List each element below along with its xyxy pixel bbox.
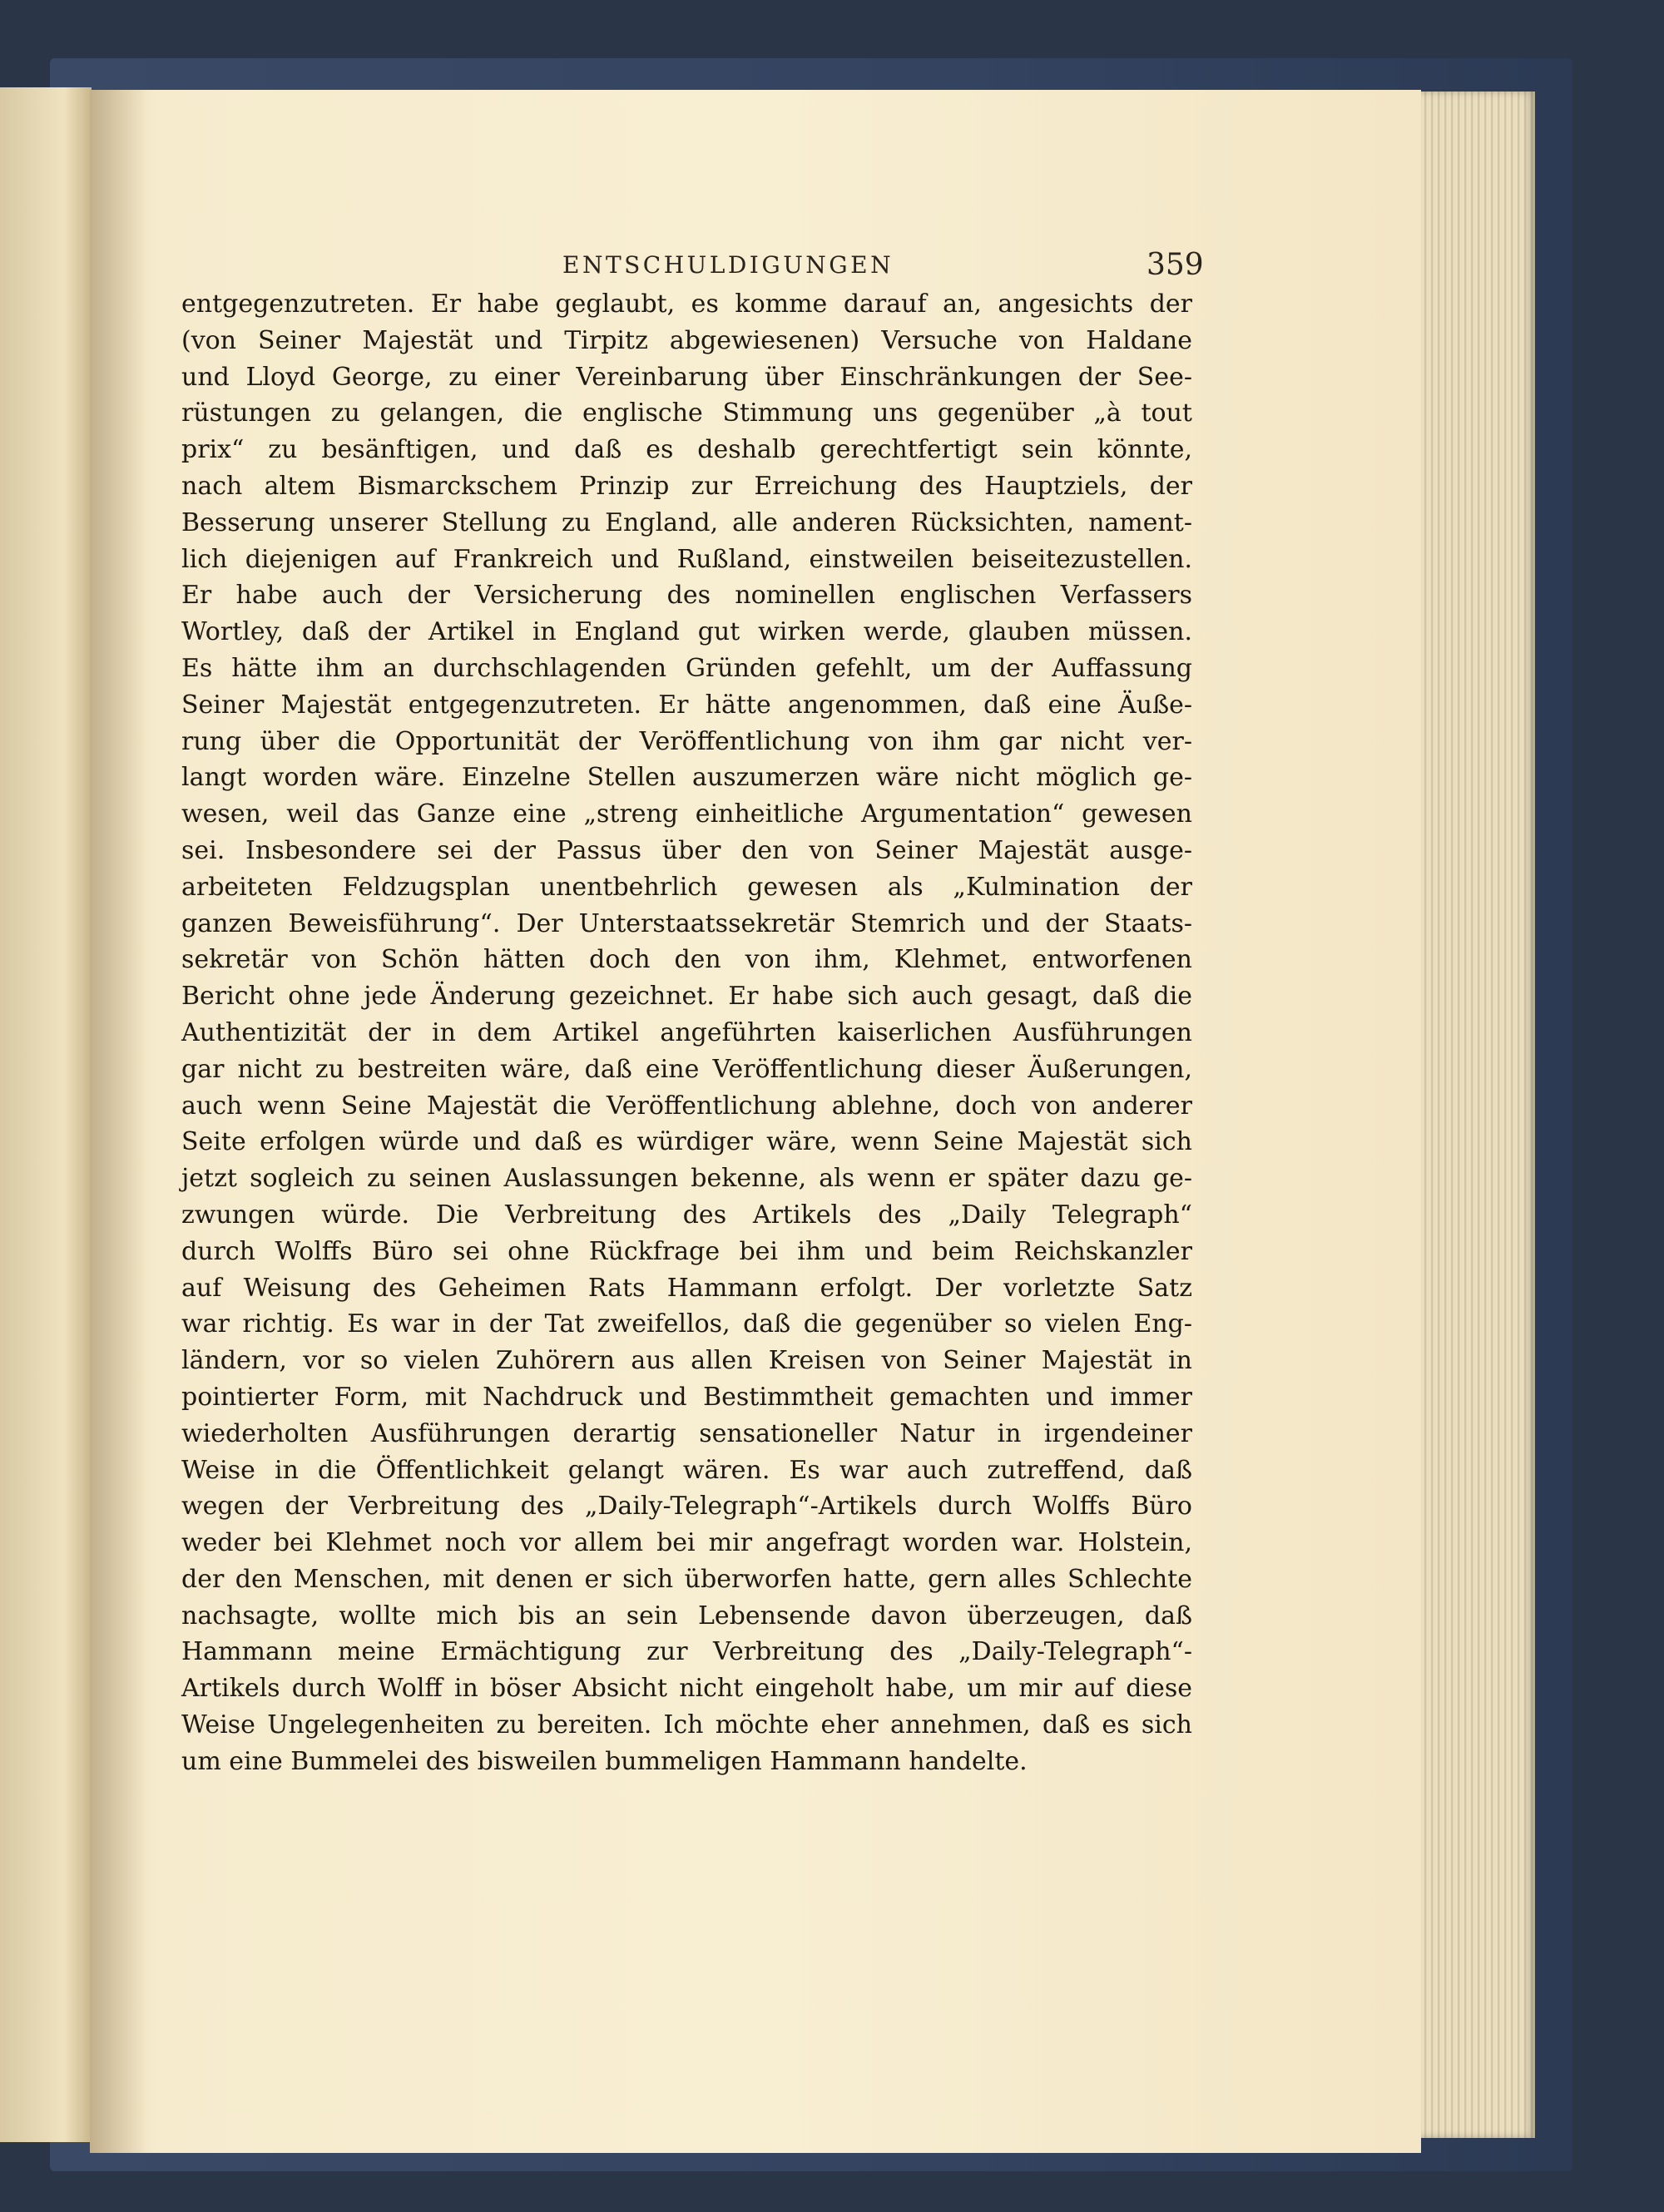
text-line: Authentizität der in dem Artikel angeführten kaiserlichen Ausführungen <box>181 1017 1192 1047</box>
text-line: war richtig. Es war in der Tat zweifellos, daß die gegenüber so vielen Eng- <box>181 1309 1192 1339</box>
text-line: und Lloyd George, zu einer Vereinbarung über Einschränkungen der See- <box>181 362 1192 392</box>
text-line: Seite erfolgen würde und daß es würdiger wäre, wenn Seine Majestät sich <box>181 1127 1192 1157</box>
text-line: jetzt sogleich zu seinen Auslassungen bekenne, als wenn er später dazu ge- <box>181 1164 1192 1194</box>
text-line: nach altem Bismarckschem Prinzip zur Erreichung des Hauptziels, der <box>181 471 1192 501</box>
text-line: entgegenzutreten. Er habe geglaubt, es komme darauf an, angesichts der <box>181 289 1192 319</box>
text-line: wesen, weil das Ganze eine „streng einheitliche Argumentation“ gewesen <box>181 799 1192 829</box>
text-line: der den Menschen, mit denen er sich überworfen hatte, gern alles Schlechte <box>181 1564 1192 1594</box>
text-line: durch Wolffs Büro sei ohne Rückfrage bei ihm und beim Reichskanzler <box>181 1236 1192 1266</box>
text-line: ländern, vor so vielen Zuhörern aus allen Kreisen von Seiner Majestät in <box>181 1346 1192 1376</box>
body-text <box>181 286 1192 1780</box>
text-line: Seiner Majestät entgegenzutreten. Er hätte angenommen, daß eine Äuße- <box>181 690 1192 720</box>
text-line: Wortley, daß der Artikel in England gut wirken werde, glauben müssen. <box>181 617 1192 647</box>
text-line: pointierter Form, mit Nachdruck und Bestimmtheit gemachten und immer <box>181 1382 1192 1412</box>
text-line: um eine Bummelei des bisweilen bummeligen Hammann handelte. <box>181 1746 1028 1776</box>
text-line: sekretär von Schön hätten doch den von ihm, Klehmet, entworfenen <box>181 945 1192 975</box>
running-head: ENTSCHULDIGUNGEN <box>562 251 894 279</box>
text-line: langt worden wäre. Einzelne Stellen auszumerzen wäre nicht möglich ge- <box>181 763 1192 793</box>
gutter-shadow <box>90 90 148 2153</box>
text-line: gar nicht zu bestreiten wäre, daß eine Veröffentlichung dieser Äußerungen, <box>181 1054 1192 1084</box>
text-line: rüstungen zu gelangen, die englische Stimmung uns gegenüber „à tout <box>181 398 1192 428</box>
text-line: zwungen würde. Die Verbreitung des Artikels des „Daily Telegraph“ <box>181 1200 1192 1230</box>
text-line: Er habe auch der Versicherung des nominellen englischen Verfassers <box>181 581 1192 611</box>
text-line: wiederholten Ausführungen derartig sensationeller Natur in irgendeiner <box>181 1418 1192 1448</box>
text-line: wegen der Verbreitung des „Daily-Telegraph“-Artikels durch Wolffs Büro <box>181 1492 1192 1522</box>
text-line: lich diejenigen auf Frankreich und Rußland, einstweilen beiseitezustellen. <box>181 544 1192 574</box>
text-line: ganzen Beweisführung“. Der Unterstaatssekretär Stemrich und der Staats- <box>181 908 1192 938</box>
page-number: 359 <box>1146 248 1204 282</box>
text-line: Bericht ohne jede Änderung gezeichnet. Er habe sich auch gesagt, daß die <box>181 982 1192 1012</box>
text-line: Es hätte ihm an durchschlagenden Gründen gefehlt, um der Auffassung <box>181 653 1192 683</box>
text-line: auf Weisung des Geheimen Rats Hammann erfolgt. Der vorletzte Satz <box>181 1273 1192 1303</box>
text-line: prix“ zu besänftigen, und daß es deshalb gerechtfertigt sein könnte, <box>181 435 1192 465</box>
text-line: weder bei Klehmet noch vor allem bei mir angefragt worden war. Holstein, <box>181 1528 1192 1558</box>
text-line: sei. Insbesondere sei der Passus über den von Seiner Majestät ausge- <box>181 835 1192 865</box>
page-edges <box>1414 92 1535 2138</box>
text-line: Besserung unserer Stellung zu England, alle anderen Rücksichten, nament- <box>181 507 1192 537</box>
text-line: nachsagte, wollte mich bis an sein Lebensende davon überzeugen, daß <box>181 1601 1192 1631</box>
text-line: Artikels durch Wolff in böser Absicht nicht eingeholt habe, um mir auf diese <box>181 1674 1192 1704</box>
text-line: Weise in die Öffentlichkeit gelangt wären. Es war auch zutreffend, daß <box>181 1455 1192 1485</box>
text-line: auch wenn Seine Majestät die Veröffentlichung ablehne, doch von anderer <box>181 1091 1192 1121</box>
left-page-edge <box>0 87 92 2142</box>
text-line: (von Seiner Majestät und Tirpitz abgewiesenen) Versuche von Haldane <box>181 325 1192 355</box>
text-line: Hammann meine Ermächtigung zur Verbreitung des „Daily-Telegraph“- <box>181 1637 1192 1667</box>
text-line: Weise Ungelegenheiten zu bereiten. Ich möchte eher annehmen, daß es sich <box>181 1710 1192 1740</box>
text-line: arbeiteten Feldzugsplan unentbehrlich gewesen als „Kulmination der <box>181 872 1192 902</box>
text-line: rung über die Opportunität der Veröffentlichung von ihm gar nicht ver- <box>181 726 1192 756</box>
